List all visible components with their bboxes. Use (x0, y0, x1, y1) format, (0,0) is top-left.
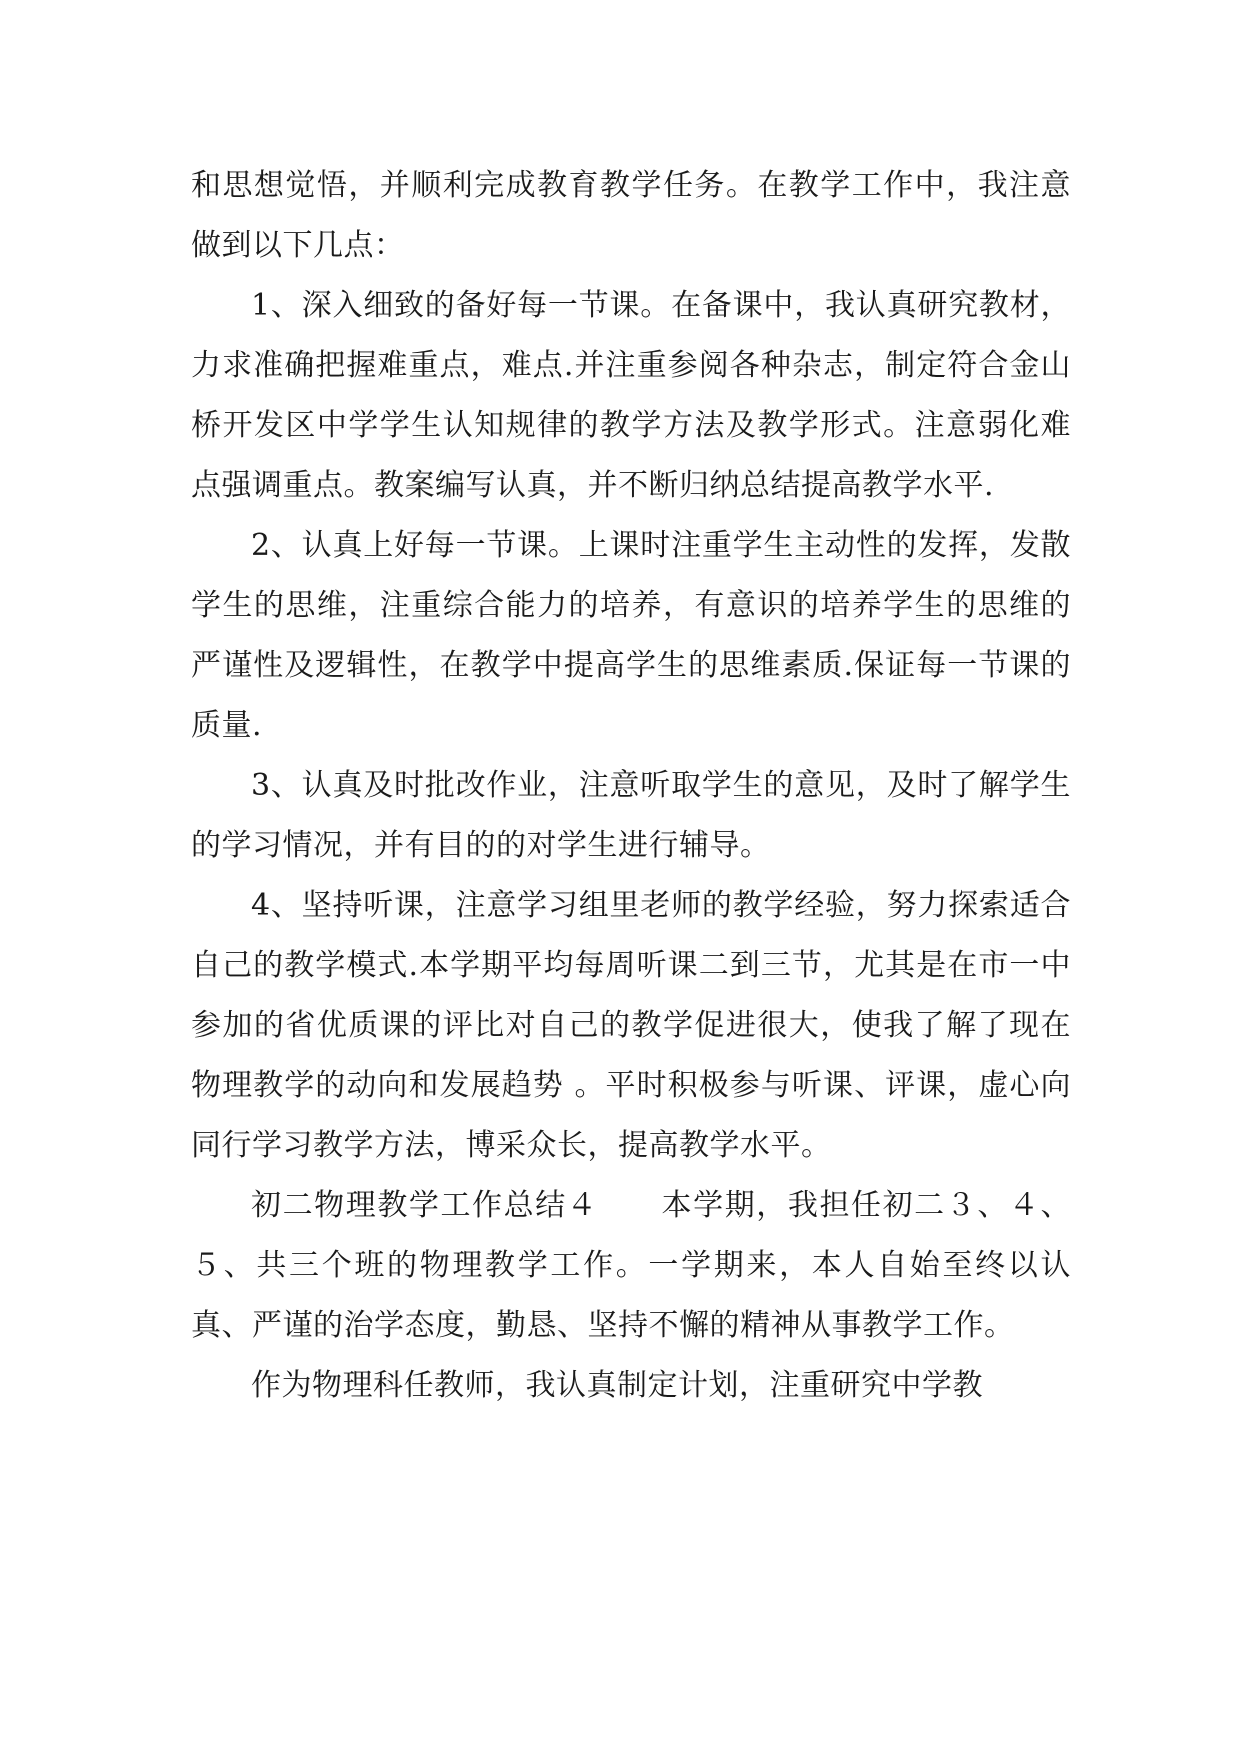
paragraph: 3、认真及时批改作业，注意听取学生的意见，及时了解学生的学习情况，并有目的的对学生进行辅导。 (191, 768, 1071, 863)
paragraph: 初二物理教学工作总结４ 本学期，我担任初二３、４、５、共三个班的物理教学工作。一学期来，本人自始至终以认真、严谨的治学态度，勤恳、坚持不懈的精神从事教学工作。 (191, 1188, 1071, 1343)
document-body (191, 156, 1071, 1416)
paragraph: 和思想觉悟，并顺利完成教育教学任务。在教学工作中，我注意做到以下几点： (191, 168, 1071, 263)
paragraph: 2、认真上好每一节课。上课时注重学生主动性的发挥，发散学生的思维，注重综合能力的培养，有意识的培养学生的思维的严谨性及逻辑性，在教学中提高学生的思维素质.保证每一节课的质量. (191, 528, 1071, 743)
paragraph: 4、坚持听课，注意学习组里老师的教学经验，努力探索适合自己的教学模式.本学期平均每周听课二到三节，尤其是在市一中参加的省优质课的评比对自己的教学促进很大，使我了解了现在物理教学的动向和发展趋势 。平时积极参与听课、评课，虚心向同行学习教学方法，博采众长，提高教学水平。 (191, 888, 1071, 1163)
paragraph: 1、深入细致的备好每一节课。在备课中，我认真研究教材，力求准确把握难重点，难点.并注重参阅各种杂志，制定符合金山桥开发区中学学生认知规律的教学方法及教学形式。注意弱化难点强调重点。教案编写认真，并不断归纳总结提高教学水平. (191, 288, 1071, 503)
paragraph: 作为物理科任教师，我认真制定计划，注重研究中学教 (251, 1368, 983, 1403)
